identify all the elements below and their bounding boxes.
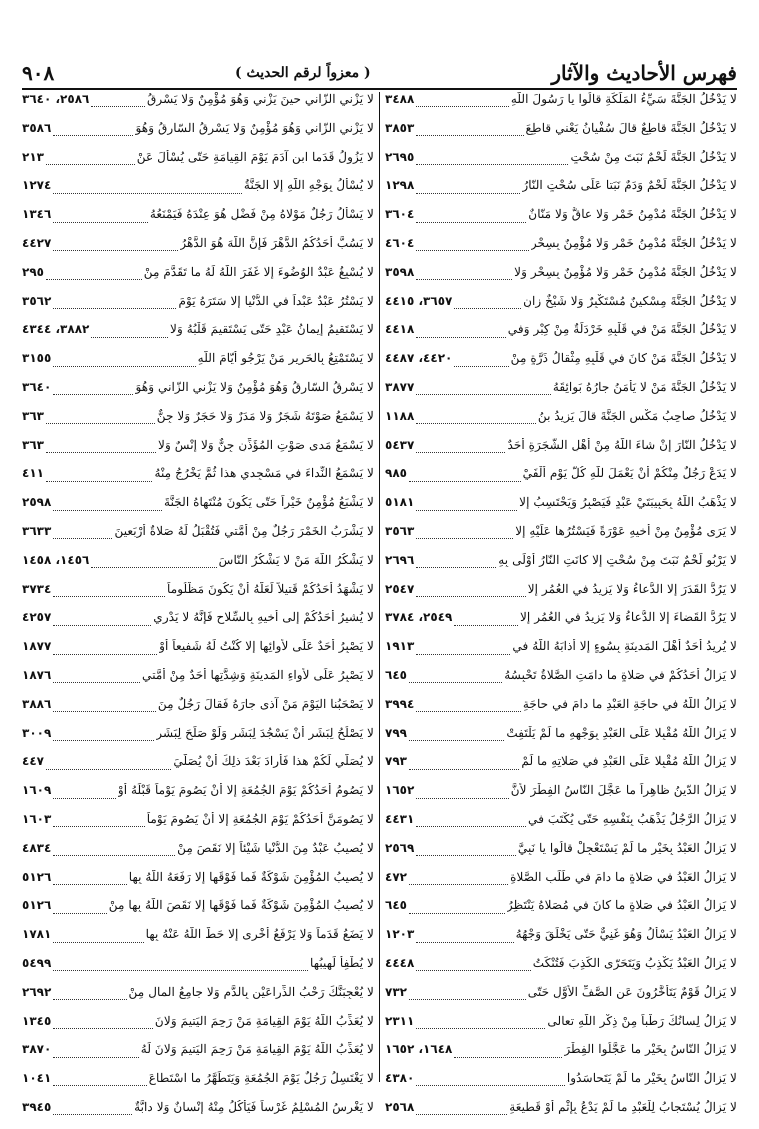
entry-refs: ٣٦٣٣: [22, 523, 52, 538]
index-entry: [22, 121, 374, 150]
leader-dots: [53, 653, 157, 655]
leader-dots: [416, 1113, 507, 1115]
index-entry: [385, 1014, 737, 1043]
entry-refs: ٧٩٣: [385, 754, 407, 769]
entry-text: لا يَغْرِسُ المُسْلِمُ غَرْساً فَيَأْكُلُ مِنْهُ إنْسانٌ وَلا دابَّةٌ: [134, 1099, 374, 1114]
entry-refs: ٥٤٩٩: [22, 955, 52, 970]
entry-refs: ٦٤٥: [385, 667, 407, 682]
leader-dots: [416, 134, 523, 136]
leader-dots: [53, 739, 154, 741]
entry-refs: ٣٥٩٨: [385, 264, 415, 279]
entry-refs: ٢٦٩٥: [385, 149, 415, 164]
index-entry: [22, 236, 374, 265]
entry-refs: ١٠٤١: [22, 1071, 52, 1086]
index-entry: [385, 754, 737, 783]
index-entry: [22, 1042, 374, 1071]
leader-dots: [409, 912, 505, 914]
entry-text: لا يَسْرِقُ السّارِقُ وَهُوَ مُؤْمِنٌ وَلا يَزْني الزّاني وَهُوَ: [135, 379, 374, 394]
leader-dots: [416, 163, 568, 165]
entry-refs: ٣١٥٥: [22, 351, 52, 366]
entry-refs: ٣٦٠٤: [385, 207, 415, 222]
entry-text: لا يَدْخُلُ الجَنَّةَ مِسْكينٌ مُسْتَكْبِرٌ وَلا شَيْخٌ زانٍ: [523, 293, 737, 308]
index-entry: [22, 178, 374, 207]
index-entry: [22, 495, 374, 524]
index-entry: [385, 265, 737, 294]
index-entry: [385, 236, 737, 265]
index-entry: [22, 956, 374, 985]
entry-text: لا يَزالُ يُسْتَجابُ لِلْعَبْدِ ما لَمْ يَدْعُ بِإثْمٍ أَوْ قَطيعَةِ: [509, 1099, 737, 1114]
entry-text: لا يَضَعُ قَدَماً وَلا يَرْفَعُ أُخْرى إلا حَطَّ اللّهُ عَنْهُ بِها: [145, 927, 374, 942]
index-entry: [385, 294, 737, 323]
index-entry: [385, 985, 737, 1014]
leader-dots: [53, 537, 112, 539]
entry-refs: ٤٤٧: [22, 754, 44, 769]
index-entry: [22, 1100, 374, 1129]
leader-dots: [53, 509, 162, 511]
leader-dots: [53, 969, 308, 971]
entry-refs: ٢١٣: [22, 149, 44, 164]
entry-refs: ٢٥٤٧: [385, 581, 415, 596]
index-entry: [385, 956, 737, 985]
entry-text: لا يَزالُ العَبْدُ في صَلاةٍ ما دامَ في طَلَبِ الصَّلاةِ: [510, 869, 737, 884]
index-entry: [385, 898, 737, 927]
entry-refs: ٥١٨١: [385, 495, 415, 510]
page-subtitle: ( معزواً لرقم الحديث ): [235, 65, 371, 81]
index-entry: [385, 150, 737, 179]
index-entry: [22, 380, 374, 409]
index-entry: [385, 92, 737, 121]
index-entry: [385, 610, 737, 639]
entry-refs: ٤٨٣٤: [22, 840, 52, 855]
entry-refs: ٢٦٩٢: [22, 984, 52, 999]
leader-dots: [454, 1056, 562, 1058]
entry-text: لا يَزالُ اللّهُ مُقْبِلا عَلَى العَبْدِ بِوَجْهِهِ ما لَمْ يَلْتَفِتْ: [506, 725, 737, 740]
index-entry: [22, 466, 374, 495]
leader-dots: [46, 768, 171, 770]
entry-refs: ٣٥٦٢: [22, 293, 52, 308]
leader-dots: [53, 624, 151, 626]
entry-refs: ١٩١٣: [385, 639, 415, 654]
leader-dots: [91, 336, 168, 338]
entry-refs: ١٢٩٨: [385, 178, 415, 193]
entry-refs: ٧٣٢: [385, 984, 407, 999]
entry-text: لا يَزالُ الدّينُ ظاهِراً ما عَجَّلَ النّاسُ الفِطْرَ لأنَّ: [510, 783, 737, 798]
entry-text: لا يَسْتَمْتِعُ بِالحَريرِ مَنْ يَرْجُو أَيّامَ اللّهِ: [197, 351, 374, 366]
index-entry: [385, 1071, 737, 1100]
leader-dots: [53, 941, 143, 943]
leader-dots: [53, 134, 133, 136]
leader-dots: [416, 221, 526, 223]
entry-refs: ١٦٤٨، ١٦٥٢: [385, 1042, 453, 1057]
leader-dots: [416, 192, 520, 194]
entry-refs: ٣٤٨٨: [385, 92, 415, 106]
entry-text: لا يَدْخُلُ الجَنَّةَ سَيِّءُ المَلَكَةِ قالُوا يا رَسُولَ اللّهِ: [510, 92, 737, 106]
index-entry: [385, 524, 737, 553]
entry-refs: ١٢٧٤: [22, 178, 52, 193]
index-entry: [385, 1100, 737, 1129]
leader-dots: [416, 566, 496, 568]
entry-text: لا يَدْخُلُ النّارَ إنْ شاءَ اللّهُ مِنْ أَهْلِ الشَّجَرَةِ أَحَدٌ: [507, 437, 737, 452]
entry-refs: ١٣٤٥: [22, 1013, 52, 1028]
leader-dots: [53, 681, 140, 683]
entry-text: لا يَرْبُو لَحْمٌ نَبَتَ مِنْ سُحْتٍ إلا كانَتِ النّارُ أَوْلَى بِهِ: [498, 552, 737, 567]
index-entry: [385, 380, 737, 409]
leader-dots: [416, 537, 513, 539]
leader-dots: [409, 883, 508, 885]
index-entry: [22, 322, 374, 351]
entry-text: لا يَصْلُحُ لِبَشَرٍ أَنْ يَسْجُدَ لِبَشَرٍ وَلَوْ صَلَحَ لِبَشَرٍ: [156, 725, 374, 740]
entry-text: لا يَسُبَّ أَحَدُكُمُ الدَّهْرَ فَإنَّ اللّهَ هُوَ الدَّهْرُ: [180, 235, 374, 250]
entry-text: لا يَزالُ العَبْدُ في صَلاةٍ ما كانَ في مُصَلاهُ يَنْتَظِرُ: [506, 898, 737, 913]
leader-dots: [409, 739, 504, 741]
entry-text: لا يَزْني الزّاني حينَ يَزْني وَهُوَ مُؤْمِنٌ وَلا يَسْرِقُ: [146, 92, 374, 106]
page-header: [22, 58, 737, 88]
index-entry: [22, 438, 374, 467]
entry-refs: ٣٨٥٣: [385, 120, 415, 135]
leader-dots: [416, 451, 505, 453]
leader-dots: [53, 307, 176, 309]
index-entry: [385, 726, 737, 755]
index-entry: [385, 783, 737, 812]
entry-refs: ٢٥٦٩: [385, 840, 415, 855]
entry-text: لا يَغْتَسِلُ رَجُلٌ يَوْمَ الجُمُعَةِ وَيَتَطَهَّرُ ما اسْتَطاعَ: [148, 1071, 374, 1086]
leader-dots: [454, 624, 518, 626]
index-entry: [385, 495, 737, 524]
index-entry: [22, 927, 374, 956]
entry-refs: ٣٨٧٧: [385, 379, 415, 394]
entry-text: لا يَدْخُلُ الجَنَّةَ مُدْمِنُ خَمْرٍ وَلا مُؤْمِنٌ بِسِحْرٍ: [530, 235, 737, 250]
leader-dots: [416, 1084, 565, 1086]
leader-dots: [416, 941, 513, 943]
entry-text: لا يَدْخُلُ الجَنَّةَ مُدْمِنُ خَمْرٍ وَلا عاقٌّ وَلا مَنّانٌ: [528, 207, 737, 222]
leader-dots: [416, 249, 529, 251]
leader-dots: [46, 278, 142, 280]
leader-dots: [53, 595, 165, 597]
entry-refs: ٤٢٥٧: [22, 610, 52, 625]
index-entry: [22, 870, 374, 899]
index-entry: [22, 783, 374, 812]
entry-refs: ١٦٠٩: [22, 783, 52, 798]
entry-text: لا يَزالُ قَوْمٌ يَتَأَخَّرُونَ عَنِ الصَّفِّ الأَوَّلِ حَتّى: [527, 984, 737, 999]
entry-refs: ٣٨٧٠: [22, 1042, 52, 1057]
leader-dots: [416, 653, 510, 655]
index-entry: [22, 697, 374, 726]
entry-text: لا يَسْمَعُ النِّداءَ في مَسْجِدي هذا ثُمَّ يَخْرُجُ مِنْهُ: [154, 466, 374, 481]
entry-text: لا يُطْفِأُ لَهِيبُها: [310, 955, 374, 970]
entry-refs: ١٣٤٦: [22, 207, 52, 222]
leader-dots: [416, 422, 536, 424]
entry-refs: ٣٩٩٤: [385, 696, 415, 711]
index-entry: [22, 726, 374, 755]
entry-text: لا يُسْبِغُ عَبْدٌ الوُضُوءَ إلا غَفَرَ اللّهُ لَهُ ما تَقَدَّمَ مِنْ: [143, 264, 374, 279]
leader-dots: [46, 163, 135, 165]
leader-dots: [53, 854, 175, 856]
index-entry: [385, 1042, 737, 1071]
entry-refs: ٢٦٩٦: [385, 552, 415, 567]
entry-refs: ٣٨٨٢، ٤٣٤٤: [22, 322, 90, 337]
entry-text: لا يَسْأَلُ رَجُلٌ مَوْلاهُ مِنْ فَضْلٍ هُوَ عِنْدَهُ فَيَمْنَعُهُ: [149, 207, 374, 222]
entry-refs: ٣٦٣: [22, 408, 44, 423]
entry-refs: ٤٧٢: [385, 869, 407, 884]
entry-refs: ٢٥٤٩، ٣٧٨٤: [385, 610, 453, 625]
entry-refs: ١٦٥٢: [385, 783, 415, 798]
index-entry: [22, 92, 374, 121]
index-entry: [22, 812, 374, 841]
index-entry: [22, 582, 374, 611]
index-entry: [22, 841, 374, 870]
entry-refs: ٥١٢٦: [22, 869, 52, 884]
index-entry: [385, 438, 737, 467]
index-entry: [22, 207, 374, 236]
entry-text: لا يَسْمَعُ صَوْتَهُ شَجَرٌ وَلا مَدَرٌ وَلا حَجَرٌ وَلا جِنٌّ: [156, 408, 374, 423]
leader-dots: [454, 365, 508, 367]
entry-text: لا يَدَعْ رَجُلٌ مِنْكُمْ أَنْ يَعْمَلَ للّهِ كُلَّ يَوْمٍ أَلْفَيْ: [522, 466, 737, 481]
entry-text: لا يَصْبِرُ عَلَى لأْواءِ المَدينَةِ وَشِدَّتِها أَحَدٌ مِنْ أُمَّتي: [142, 667, 374, 682]
index-entry: [385, 927, 737, 956]
entry-refs: ٤١١: [22, 466, 44, 481]
leader-dots: [409, 998, 526, 1000]
leader-dots: [53, 912, 106, 914]
index-entry: [385, 553, 737, 582]
entry-refs: ٤٤٢٠، ٤٤٨٧: [385, 351, 453, 366]
leader-dots: [416, 825, 526, 827]
entry-text: لا يُعَذِّبُ اللّهُ يَوْمَ القِيامَةِ مَنْ رَحِمَ اليَتيمَ وَلانَ لَهُ: [140, 1042, 374, 1057]
index-entry: [385, 870, 737, 899]
entry-refs: ١٤٥٦، ١٤٥٨: [22, 552, 90, 567]
entry-text: لا يَذْهَبُ اللّهُ بِحَبِيبَتَيْ عَبْدٍ فَيَصْبِرُ وَيَحْتَسِبُ إلا: [519, 495, 737, 510]
leader-dots: [46, 451, 156, 453]
leader-dots: [53, 1084, 146, 1086]
entry-text: لا يَدْخُلُ الجَنَّةَ مَنْ كانَ في قَلْبِهِ مِثْقالُ ذَرَّةٍ مِنْ: [510, 351, 737, 366]
entry-text: لا يَرَى مُؤْمِنٌ مِنْ أَخيهِ عَوْرَةً فَيَسْتُرُها عَلَيْهِ إلا: [515, 523, 737, 538]
entry-text: لا يُريدُ أَحَدٌ أَهْلَ المَدينَةِ بِسُوءٍ إلا أَذابَهُ اللّهُ في: [512, 639, 737, 654]
entry-text: لا يُعْجِبَنَّكَ رَحْبُ الذِّراعَيْنِ بِالدَّمِ وَلا جامِعُ المالِ مِنْ: [128, 984, 374, 999]
entry-text: لا يَزالُ لِسانُكَ رَطْباً مِنْ ذِكْرِ اللّهِ تعالى: [547, 1013, 737, 1028]
leader-dots: [409, 480, 521, 482]
leader-dots: [416, 710, 521, 712]
leader-dots: [409, 768, 519, 770]
leader-dots: [53, 998, 126, 1000]
index-entry: [385, 639, 737, 668]
index-entry: [22, 409, 374, 438]
entry-text: لا يُصيبُ المُؤْمِنَ شَوْكَةٌ فَما فَوْقَها إلا رَفَعَهُ اللّهُ بِها: [128, 869, 374, 884]
entry-refs: ٥٤٣٧: [385, 437, 415, 452]
index-entry: [385, 322, 737, 351]
entry-text: لا يَزالُ اللّهُ في حاجَةِ العَبْدِ ما دامَ في حاجَةِ: [522, 696, 737, 711]
entry-refs: ١٨٧٧: [22, 639, 52, 654]
entry-text: لا يَرُدُّ القَدَرَ إلا الدُّعاءُ وَلا يَزيدُ في العُمُرِ إلا: [527, 581, 737, 596]
entry-refs: ٤٤٣١: [385, 811, 415, 826]
entry-text: لا يَشْكُرُ اللّهَ مَنْ لا يَشْكُرُ النّاسَ: [218, 552, 374, 567]
leader-dots: [416, 595, 525, 597]
entry-text: لا يُصيبُ عَبْدٌ مِنَ الدُّنْيا شَيْئاً إلا نَقَصَ مِنْ: [177, 840, 374, 855]
index-entry: [385, 207, 737, 236]
leader-dots: [53, 192, 242, 194]
leader-dots: [53, 249, 178, 251]
entry-text: لا يَدْخُلُ الجَنَّةَ مَنْ لا يَأْمَنُ جارُهُ بَوائِقَهُ: [552, 379, 737, 394]
index-entry: [22, 898, 374, 927]
entry-text: لا يَشْبَعُ مُؤْمِنٌ خَيْراً حَتّى يَكُونَ مُنْتَهاهُ الجَنَّةَ: [164, 495, 374, 510]
entry-text: لا يُسْأَلُ بِوَجْهِ اللّهِ إلا الجَنَّةُ: [243, 178, 374, 193]
entry-text: لا يَصُومَنَّ أَحَدُكُمْ يَوْمَ الجُمُعَةِ إلا أَنْ يَصُومَ يَوْماً: [146, 811, 374, 826]
entry-text: لا يَسْمَعُ مَدى صَوْتِ المُؤَذِّنِ جِنٌّ وَلا إنْسٌ وَلا: [158, 437, 374, 452]
entry-refs: ٩٨٥: [385, 466, 407, 481]
entry-refs: ٢٥٩٨: [22, 495, 52, 510]
entry-text: لا يَزْني الزّاني وَهُوَ مُؤْمِنٌ وَلا يَسْرِقُ السّارِقُ وَهُوَ: [135, 120, 374, 135]
leader-dots: [46, 422, 155, 424]
entry-refs: ٤٤١٨: [385, 322, 415, 337]
entry-refs: ٣٥٨٦: [22, 120, 52, 135]
leader-dots: [53, 1113, 132, 1115]
leader-dots: [53, 365, 195, 367]
entry-refs: ٣٦٥٧، ٤٤١٥: [385, 293, 453, 308]
entry-text: لا يَزالُ العَبْدُ يَسْأَلُ وَهُوَ غَنِيٌّ حَتّى يَخْلَقَ وَجْهُهُ: [515, 927, 737, 942]
index-entry: [22, 985, 374, 1014]
entry-text: لا يُشيرُ أَحَدُكُمْ إلى أَخيهِ بِالسِّلاحِ فَإنَّهُ لا يَدْري: [153, 610, 374, 625]
leader-dots: [53, 221, 148, 223]
index-entry: [22, 668, 374, 697]
index-entry: [22, 351, 374, 380]
entry-refs: ٣٦٣: [22, 437, 44, 452]
entry-text: لا يَزالُ العَبْدُ بِخَيْرٍ ما لَمْ يَسْتَعْجِلْ قالُوا يا نَبِيَّ: [517, 840, 737, 855]
leader-dots: [53, 710, 156, 712]
entry-text: لا يَصْبِرُ أَحَدٌ عَلَى لأْوائِها إلا كُنْتُ لَهُ شَفيعاً أَوْ: [159, 639, 374, 654]
entry-text: لا يَرُدُّ القَضاءَ إلا الدُّعاءُ وَلا يَزيدُ في العُمُرِ إلا: [519, 610, 737, 625]
page-title: فهرس الأحاديث والآثار: [551, 61, 737, 85]
leader-dots: [416, 509, 517, 511]
index-entry: [385, 812, 737, 841]
index-entry: [385, 121, 737, 150]
index-entry: [385, 466, 737, 495]
entry-refs: ٢٩٥: [22, 264, 44, 279]
entry-text: لا يَزالُ النّاسُ بِخَيْرٍ ما لَمْ يَتَحاسَدُوا: [566, 1071, 737, 1086]
leader-dots: [416, 336, 505, 338]
leader-dots: [416, 854, 516, 856]
index-entry: [385, 668, 737, 697]
entry-text: لا يَزالُ أَحَدُكُمْ في صَلاةٍ ما دامَتِ الصَّلاةُ تَحْبِسُهُ: [504, 667, 737, 682]
entry-text: لا يَزالُ اللّهُ مُقْبِلا عَلَى العَبْدِ في صَلاتِهِ ما لَمْ: [521, 754, 737, 769]
index-entry: [385, 178, 737, 207]
entry-text: لا يَدْخُلُ الجَنَّةَ لَحْمٌ نَبَتَ مِنْ سُحْتٍ: [570, 149, 737, 164]
entry-text: لا يُصيبُ المُؤْمِنَ شَوْكَةٌ فَما فَوْقَها إلا نَقَصَ اللّهُ بِها مِنْ: [108, 898, 374, 913]
entry-refs: ١٢٠٣: [385, 927, 415, 942]
entry-text: لا يَدْخُلُ الجَنَّةَ قاطِعٌ قالَ سُفْيانُ يَعْني قاطِعَ: [525, 120, 737, 135]
entry-refs: ٤٣٨٠: [385, 1071, 415, 1086]
entry-text: لا يَزالُ النّاسُ بِخَيْرٍ ما عَجَّلُوا الفِطْرَ: [564, 1042, 737, 1057]
column-divider: [379, 92, 380, 1082]
page-number: ٩٠٨: [22, 61, 55, 85]
entry-refs: ٢٥٦٨: [385, 1099, 415, 1114]
entry-text: لا يَزالُ الرَّجُلُ يَذْهَبُ بِنَفْسِهِ حَتّى يُكْتَبَ في: [528, 811, 737, 826]
entry-refs: ٣٩٤٥: [22, 1099, 52, 1114]
index-entry: [22, 150, 374, 179]
leader-dots: [416, 969, 530, 971]
leader-dots: [409, 681, 502, 683]
entry-refs: ١٦٠٣: [22, 811, 52, 826]
header-rule: [22, 88, 737, 90]
entry-refs: ٣٦٤٠: [22, 379, 52, 394]
entry-text: لا يَصُومُ أَحَدُكُمْ يَوْمَ الجُمُعَةِ إلا أَنْ يَصُومَ يَوْماً قَبْلَهُ أَوْ: [117, 783, 374, 798]
entry-text: لا يَشْرَبُ الخَمْرَ رَجُلٌ مِنْ أُمَّتي فَتُقْبَلُ لَهُ صَلاةٌ أَرْبَعينَ: [114, 523, 374, 538]
entry-text: لا يُعَذِّبُ اللّهُ يَوْمَ القِيامَةِ مَنْ رَحِمَ اليَتيمَ وَلانَ: [154, 1013, 374, 1028]
leader-dots: [53, 1027, 153, 1029]
entry-refs: ١١٨٨: [385, 408, 415, 423]
entry-text: لا يَسْتُرُ عَبْدٌ عَبْداً في الدُّنْيا إلا سَتَرَهُ يَوْمَ: [178, 293, 374, 308]
index-entry: [385, 697, 737, 726]
entry-refs: ٦٤٥: [385, 898, 407, 913]
leader-dots: [416, 393, 551, 395]
index-column-right: [385, 92, 737, 1129]
entry-text: لا يَصْحَبُنا اليَوْمَ مَنْ آذى جارَهُ فَقالَ رَجُلٌ مِنَ: [157, 696, 374, 711]
entry-text: لا يَسْتَقيمُ إيمانُ عَبْدٍ حَتّى يَسْتَقيمَ قَلْبُهُ وَلا: [170, 322, 374, 337]
index-entry: [22, 294, 374, 323]
leader-dots: [46, 480, 152, 482]
index-entry: [22, 754, 374, 783]
entry-text: لا يَدْخُلُ الجَنَّةَ مُدْمِنُ خَمْرٍ وَلا مُؤْمِنٌ بِسِحْرٍ وَلا: [514, 264, 737, 279]
entry-refs: ٤٤٢٧: [22, 235, 52, 250]
entry-refs: ٣٨٨٦: [22, 696, 52, 711]
leader-dots: [91, 566, 216, 568]
index-entry: [22, 553, 374, 582]
index-entry: [22, 1014, 374, 1043]
entry-text: لا يَزُولُ قَدَما ابنِ آدَمَ يَوْمَ القِيامَةِ حَتّى يُسْأَلَ عَنْ: [136, 149, 374, 164]
leader-dots: [53, 883, 126, 885]
index-entry: [22, 639, 374, 668]
entry-refs: ٤٦٠٤: [385, 235, 415, 250]
entry-text: لا يَشْهَدُ أَحَدُكُمْ قَتيلاً لَعَلَّهُ أَنْ يَكُونَ مَظْلُوماً: [167, 581, 374, 596]
entry-refs: ٧٩٩: [385, 725, 407, 740]
entry-text: لا يَدْخُلُ الجَنَّةَ مَنْ في قَلْبِهِ خَرْدَلَةٌ مِنْ كِبْرٍ وَفي: [507, 322, 737, 337]
entry-text: لا يَدْخُلُ الجَنَّةَ لَحْمٌ وَدَمٌ نَبَتا عَلَى سُحْتٍ النّارُ: [522, 178, 737, 193]
index-column-left: [22, 92, 374, 1129]
leader-dots: [454, 307, 521, 309]
entry-refs: ٣٥٦٣: [385, 523, 415, 538]
index-entry: [385, 841, 737, 870]
entry-refs: ٥١٢٦: [22, 898, 52, 913]
entry-refs: ٣٠٠٩: [22, 725, 52, 740]
index-entry: [385, 351, 737, 380]
entry-refs: ٢٣١١: [385, 1013, 415, 1028]
leader-dots: [53, 1056, 139, 1058]
entry-refs: ٤٤٤٨: [385, 955, 415, 970]
leader-dots: [53, 393, 133, 395]
index-entry: [22, 524, 374, 553]
entry-refs: ٣٧٣٤: [22, 581, 52, 596]
index-entry: [385, 582, 737, 611]
leader-dots: [416, 797, 508, 799]
leader-dots: [91, 105, 145, 107]
index-entry: [22, 265, 374, 294]
entry-refs: ١٨٧٦: [22, 667, 52, 682]
leader-dots: [53, 797, 116, 799]
entry-text: لا يَدْخُلُ صاحِبُ مَكْسٍ الجَنَّةَ قالَ يَزيدُ بنُ: [537, 408, 737, 423]
leader-dots: [53, 825, 144, 827]
entry-text: لا يُصَلّي لَكُمْ هذا فَأَرادَ بَعْدَ ذلِكَ أَنْ يُصَلّيَ: [173, 754, 374, 769]
entry-refs: ١٧٨١: [22, 927, 52, 942]
entry-text: لا يَزالُ العَبْدُ يَكْذِبُ وَيَتَحَرّى الكَذِبَ فَتُنْكَتُ: [532, 955, 737, 970]
leader-dots: [416, 105, 509, 107]
entry-refs: ٢٥٨٦، ٣٦٤٠: [22, 92, 90, 106]
leader-dots: [416, 1027, 545, 1029]
index-entry: [385, 409, 737, 438]
index-entry: [22, 610, 374, 639]
leader-dots: [416, 278, 512, 280]
index-entry: [22, 1071, 374, 1100]
